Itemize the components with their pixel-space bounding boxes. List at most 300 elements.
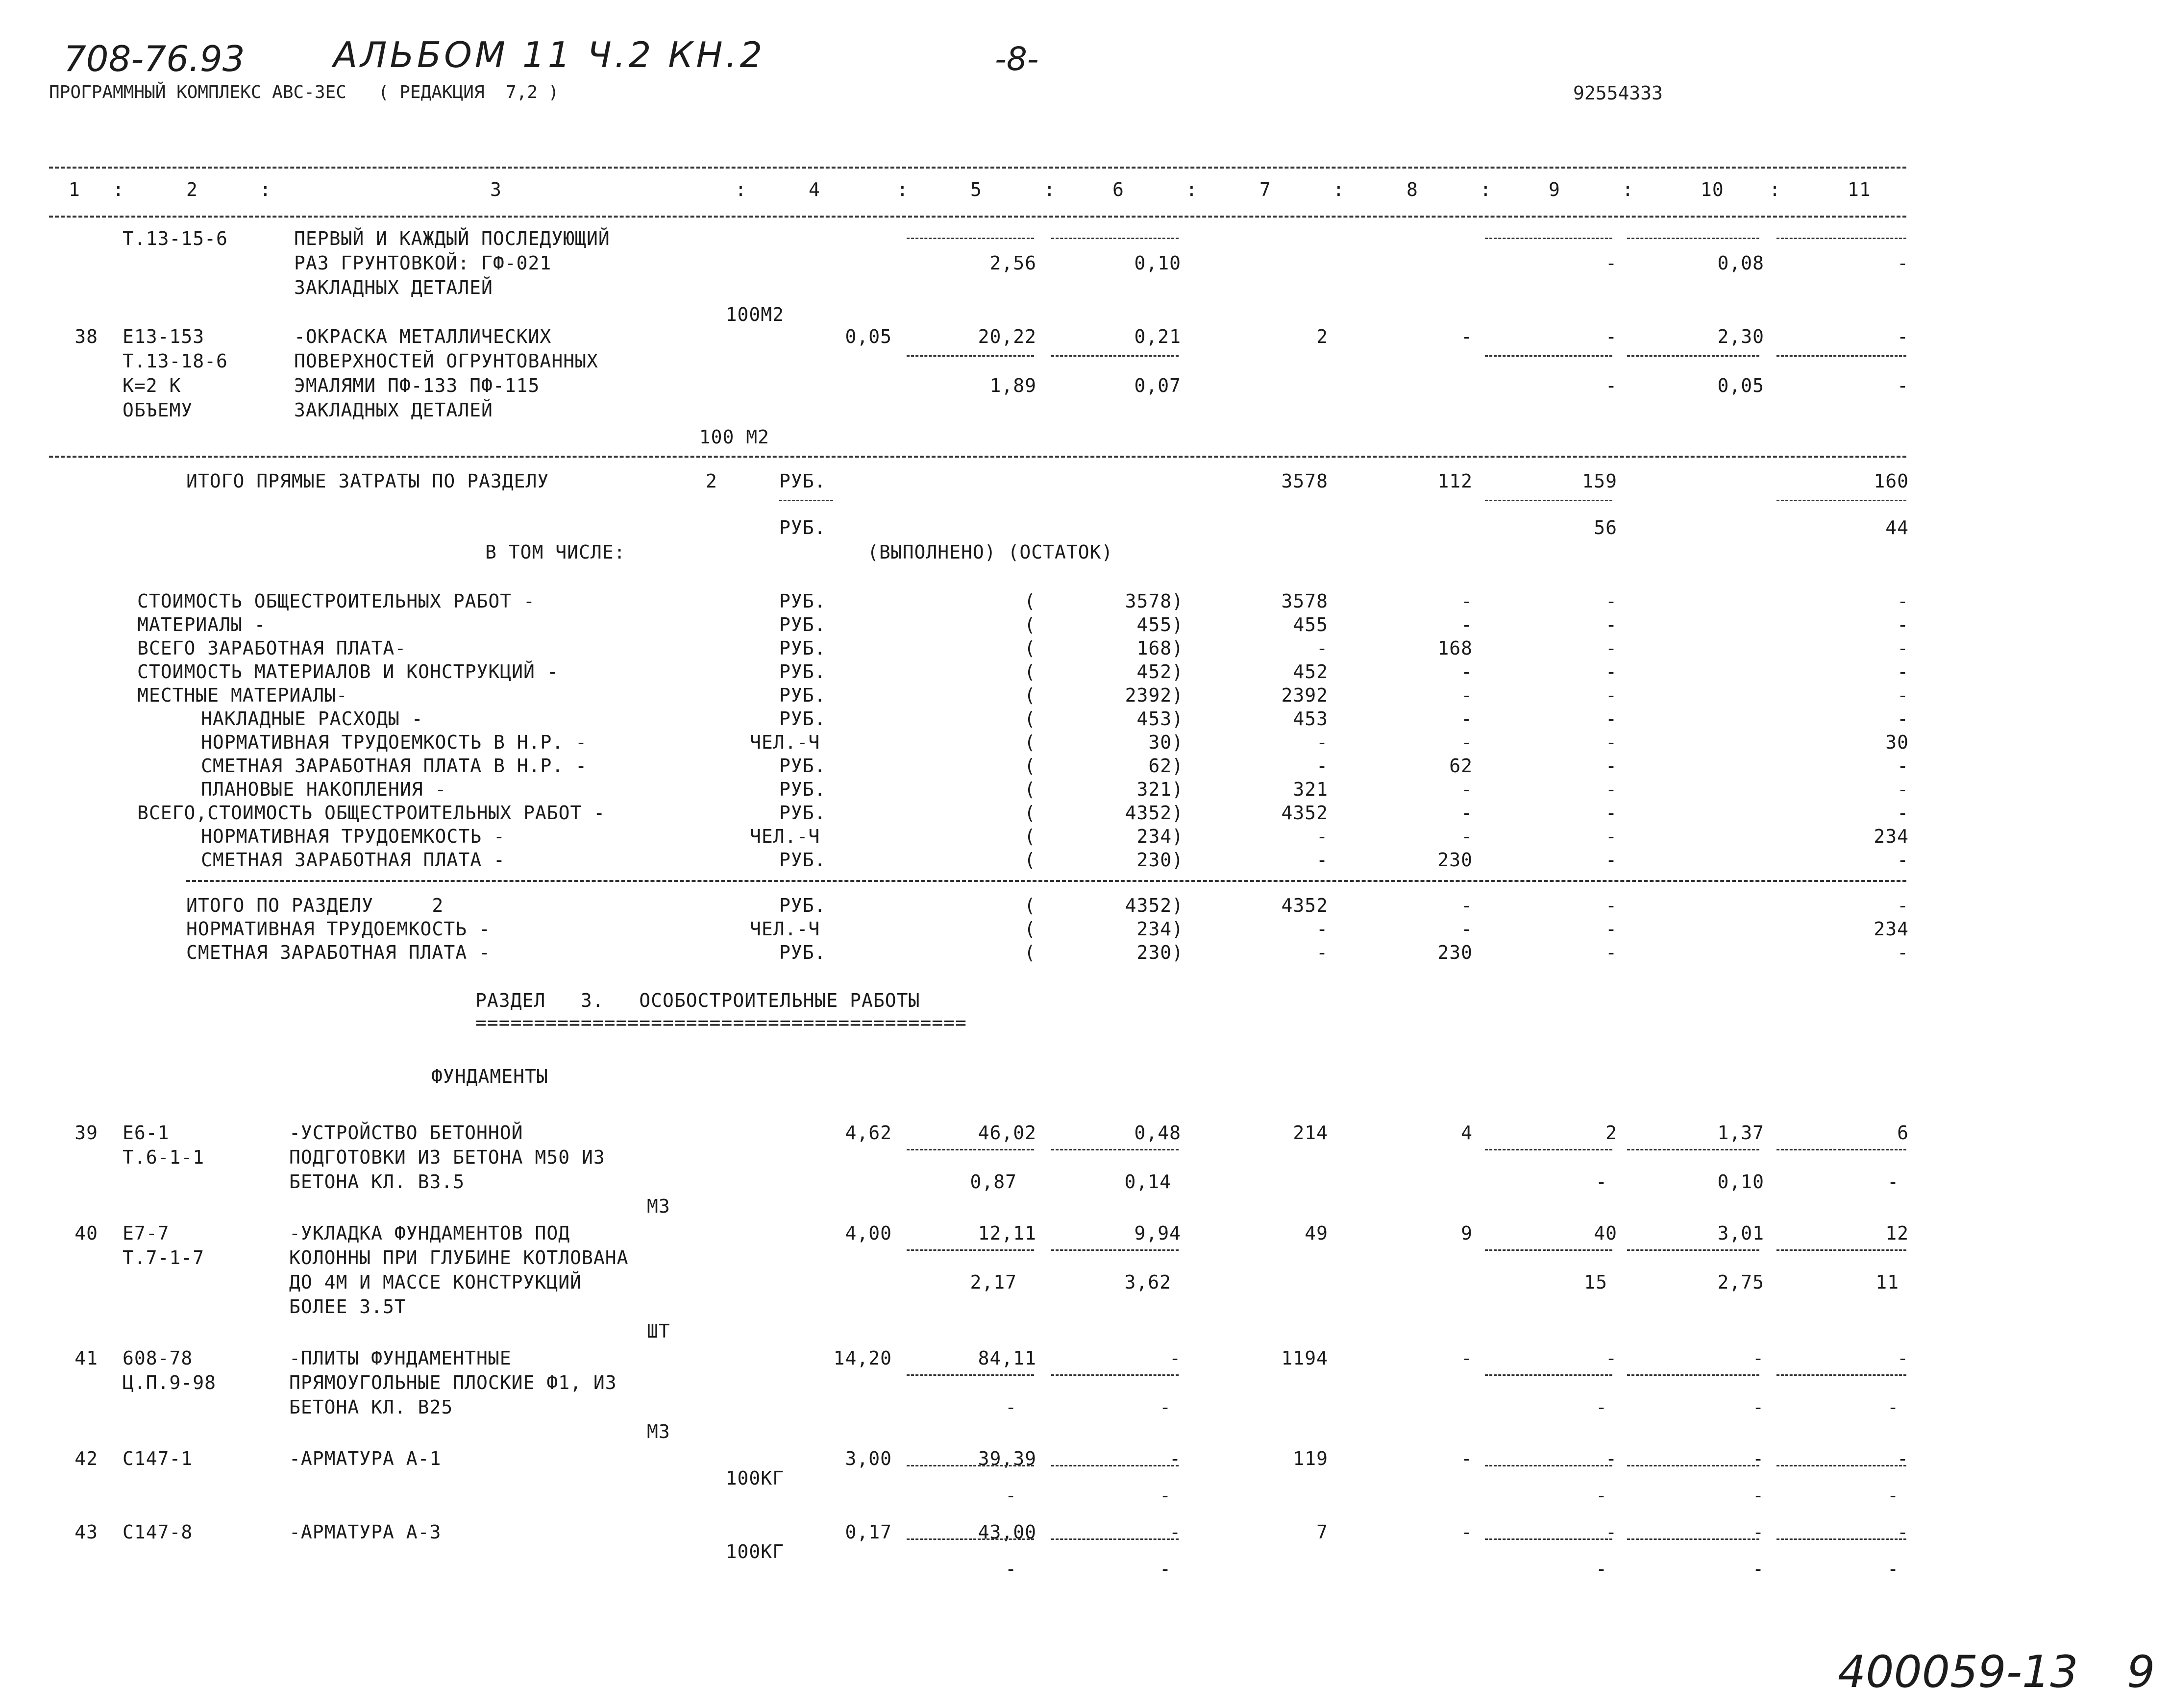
breakdown-c9: - — [1605, 661, 1617, 683]
breakdown-unit: ЧЕЛ.-Ч — [750, 732, 820, 753]
breakdown-c9: - — [1605, 637, 1617, 659]
breakdown-c7: 4352 — [1281, 802, 1328, 824]
item-description: -ОКРАСКА МЕТАЛЛИЧЕСКИХ — [294, 326, 552, 347]
unit-value: 0,10 — [1717, 1171, 1764, 1193]
item-description: ПОВЕРХНОСТЕЙ ОГРУНТОВАННЫХ — [294, 350, 598, 372]
breakdown-c8: - — [1461, 826, 1473, 847]
breakdown-c9: - — [1605, 684, 1617, 706]
cell-c6: - — [1169, 1347, 1181, 1369]
album-label: АЛЬБОМ 11 Ч.2 КН.2 — [333, 34, 765, 75]
cell-c10: 1,37 — [1717, 1122, 1764, 1144]
breakdown-label: СТОИМОСТЬ ОБЩЕСТРОИТЕЛЬНЫХ РАБОТ - — [137, 590, 535, 612]
breakdown-paren-open: ( — [1024, 826, 1036, 847]
column-separator: : — [897, 179, 909, 200]
column-separator: : — [1044, 179, 1056, 200]
subrow-rule — [1051, 1374, 1179, 1376]
breakdown-value: 234) — [1136, 826, 1184, 847]
breakdown-paren-open: ( — [1024, 802, 1036, 824]
cell-c6: 0,21 — [1134, 326, 1181, 347]
item-description: ЭМАЛЯМИ ПФ-133 ПФ-115 — [294, 375, 540, 396]
subrow-rule — [1776, 1249, 1906, 1251]
item-unit: 100 М2 — [699, 426, 769, 448]
item-description: КОЛОННЫ ПРИ ГЛУБИНЕ КОТЛОВАНА — [289, 1247, 629, 1269]
subrow-rule — [1776, 1538, 1906, 1540]
breakdown-c11: 234 — [1874, 826, 1909, 847]
totals-label: ИТОГО ПРЯМЫЕ ЗАТРАТЫ ПО РАЗДЕЛУ — [186, 470, 549, 492]
unit-value: - — [1752, 1396, 1764, 1418]
subrow-rule — [1485, 1249, 1612, 1251]
document-number: 92554333 — [1573, 82, 1663, 104]
cell-c9: - — [1605, 1448, 1617, 1469]
cell-c4: 4,62 — [845, 1122, 892, 1144]
item-unit: М3 — [647, 1196, 670, 1217]
breakdown-c11: 30 — [1885, 732, 1909, 753]
breakdown-c9: - — [1605, 755, 1617, 777]
breakdown-label: ВСЕГО ЗАРАБОТНАЯ ПЛАТА- — [137, 637, 407, 659]
breakdown-c11: - — [1897, 802, 1909, 824]
breakdown-c7: - — [1316, 826, 1328, 847]
cell-c9: - — [1605, 1347, 1617, 1369]
section-total-c9: - — [1605, 918, 1617, 940]
breakdown-unit: ЧЕЛ.-Ч — [750, 826, 820, 847]
breakdown-unit: РУБ. — [779, 849, 826, 871]
breakdown-paren-open: ( — [1024, 637, 1036, 659]
breakdown-c8: - — [1461, 779, 1473, 800]
unit-value: - — [1005, 1558, 1017, 1580]
item-code: Е7-7 — [123, 1222, 170, 1244]
subrow-rule — [1627, 1465, 1759, 1466]
breakdown-label: СТОИМОСТЬ МАТЕРИАЛОВ И КОНСТРУКЦИЙ - — [137, 661, 559, 683]
item-description: ЗАКЛАДНЫХ ДЕТАЛЕЙ — [294, 399, 493, 421]
subrow-rule — [907, 1465, 1034, 1466]
item-number: 38 — [74, 326, 98, 347]
item-description: ПОДГОТОВКИ ИЗ БЕТОНА М50 ИЗ — [289, 1147, 605, 1168]
totals-section: 2 — [706, 470, 717, 492]
breakdown-c11: - — [1897, 779, 1909, 800]
section-total-label: ИТОГО ПО РАЗДЕЛУ 2 — [186, 895, 444, 916]
item-code: С147-1 — [123, 1448, 193, 1469]
cell-c6: - — [1169, 1448, 1181, 1469]
cell-c4: 0,17 — [845, 1521, 892, 1543]
subrow-rule — [1776, 238, 1906, 239]
unit-value: - — [1596, 1171, 1607, 1193]
subrow-rule — [1051, 238, 1179, 239]
breakdown-paren-open: ( — [1024, 708, 1036, 730]
item-description: БЕТОНА КЛ. В25 — [289, 1396, 453, 1418]
breakdown-c7: - — [1316, 849, 1328, 871]
cell-c11: 6 — [1897, 1122, 1909, 1144]
subrow-rule — [1627, 238, 1759, 239]
breakdown-label: НАКЛАДНЫЕ РАСХОДЫ - — [201, 708, 423, 730]
page-number: -8- — [995, 40, 1039, 78]
breakdown-c7: 2392 — [1281, 684, 1328, 706]
unit-value: - — [1752, 1558, 1764, 1580]
breakdown-c9: - — [1605, 802, 1617, 824]
cell-c6: 9,94 — [1134, 1222, 1181, 1244]
cell-c10: 2,30 — [1717, 326, 1764, 347]
section3-subtitle: ФУНДАМЕНТЫ — [431, 1066, 548, 1087]
cell-c4: 3,00 — [845, 1448, 892, 1469]
breakdown-label: СМЕТНАЯ ЗАРАБОТНАЯ ПЛАТА - — [201, 849, 505, 871]
header-top-rule — [49, 167, 1906, 169]
breakdown-unit: РУБ. — [779, 614, 826, 635]
item-code: Т.13-15-6 — [123, 228, 228, 249]
breakdown-unit: РУБ. — [779, 661, 826, 683]
column-separator: : — [113, 179, 124, 200]
cell-c11: - — [1897, 1448, 1909, 1469]
subrow-rule — [907, 1538, 1034, 1540]
cell-c9: - — [1605, 326, 1617, 347]
column-header-10: 10 — [1701, 179, 1724, 200]
breakdown-paren-open: ( — [1024, 684, 1036, 706]
subrow-rule — [907, 1249, 1034, 1251]
breakdown-c9: - — [1605, 849, 1617, 871]
breakdown-c11: - — [1897, 755, 1909, 777]
item-number: 39 — [74, 1122, 98, 1144]
unit-value: 2,75 — [1717, 1271, 1764, 1293]
section-total-paren: ( — [1024, 895, 1036, 916]
breakdown-c9: - — [1605, 826, 1617, 847]
breakdown-label: МЕСТНЫЕ МАТЕРИАЛЫ- — [137, 684, 348, 706]
column-header-4: 4 — [809, 179, 820, 200]
breakdown-c8: - — [1461, 614, 1473, 635]
section-total-c8: - — [1461, 918, 1473, 940]
breakdown-c11: - — [1897, 661, 1909, 683]
breakdown-label: МАТЕРИАЛЫ - — [137, 614, 266, 635]
totals-done-rest: (ВЫПОЛНЕНО) (ОСТАТОК) — [867, 541, 1113, 563]
breakdown-paren-open: ( — [1024, 755, 1036, 777]
column-separator: : — [1622, 179, 1634, 200]
column-separator: : — [1186, 179, 1198, 200]
breakdown-c8: - — [1461, 661, 1473, 683]
unit-value: - — [1160, 1485, 1171, 1506]
unit-value: - — [1897, 375, 1909, 396]
cell-c8: - — [1461, 1521, 1473, 1543]
item-description: ПЕРВЫЙ И КАЖДЫЙ ПОСЛЕДУЮЩИЙ — [294, 228, 610, 249]
cell-c11: - — [1897, 1521, 1909, 1543]
cell-c11: 12 — [1885, 1222, 1909, 1244]
section-total-unit: РУБ. — [779, 895, 826, 916]
column-header-2: 2 — [186, 179, 198, 200]
item-number: 40 — [74, 1222, 98, 1244]
section-total-label: НОРМАТИВНАЯ ТРУДОЕМКОСТЬ - — [186, 918, 491, 940]
section-total-c11: - — [1897, 942, 1909, 963]
section-total-unit: РУБ. — [779, 942, 826, 963]
item-description: -АРМАТУРА А-3 — [289, 1521, 442, 1543]
section-total-paren: ( — [1024, 918, 1036, 940]
subrow-rule — [1627, 1149, 1759, 1150]
breakdown-c8: 62 — [1449, 755, 1473, 777]
totals-c11b: 44 — [1885, 517, 1909, 538]
item-description: РАЗ ГРУНТОВКОЙ: ГФ-021 — [294, 252, 552, 274]
breakdown-value: 3578) — [1125, 590, 1184, 612]
item-number: 42 — [74, 1448, 98, 1469]
subrow-rule — [1776, 355, 1906, 357]
unit-value: - — [1897, 252, 1909, 274]
subrow-rule — [907, 1149, 1034, 1150]
breakdown-unit: РУБ. — [779, 590, 826, 612]
unit-value: 0,14 — [1124, 1171, 1171, 1193]
section-total-c9: - — [1605, 942, 1617, 963]
subrow-rule — [1485, 1149, 1612, 1150]
section-total-c8: - — [1461, 895, 1473, 916]
breakdown-c11: - — [1897, 708, 1909, 730]
section-total-value: 4352) — [1125, 895, 1184, 916]
breakdown-label: НОРМАТИВНАЯ ТРУДОЕМКОСТЬ В Н.Р. - — [201, 732, 587, 753]
breakdown-c11: - — [1897, 614, 1909, 635]
item-unit: 100КГ — [725, 1541, 784, 1562]
cell-c5: 39,39 — [978, 1448, 1036, 1469]
section-total-c11: - — [1897, 895, 1909, 916]
item-code: Е6-1 — [123, 1122, 170, 1144]
item-description: БЕТОНА КЛ. В3.5 — [289, 1171, 465, 1193]
unit-value: - — [1005, 1485, 1017, 1506]
unit-value: - — [1887, 1171, 1899, 1193]
unit-value: - — [1596, 1485, 1607, 1506]
breakdown-c9: - — [1605, 732, 1617, 753]
breakdown-label: СМЕТНАЯ ЗАРАБОТНАЯ ПЛАТА В Н.Р. - — [201, 755, 587, 777]
document-code: 708-76.93 — [64, 38, 245, 79]
column-separator: : — [1480, 179, 1492, 200]
cell-c10: - — [1752, 1521, 1764, 1543]
section-total-unit: ЧЕЛ.-Ч — [750, 918, 820, 940]
section-total-paren: ( — [1024, 942, 1036, 963]
item-description: ПРЯМОУГОЛЬНЫЕ ПЛОСКИЕ Ф1, ИЗ — [289, 1372, 617, 1393]
column-separator: : — [260, 179, 271, 200]
subrow-rule — [1776, 1465, 1906, 1466]
cell-c5: 84,11 — [978, 1347, 1036, 1369]
item-unit: ШТ — [647, 1320, 670, 1342]
totals-subrule — [779, 500, 833, 501]
column-header-11: 11 — [1848, 179, 1871, 200]
breakdown-unit: РУБ. — [779, 637, 826, 659]
cell-c5: 12,11 — [978, 1222, 1036, 1244]
breakdown-value: 455) — [1136, 614, 1184, 635]
column-header-3: 3 — [490, 179, 502, 200]
breakdown-c11: - — [1897, 590, 1909, 612]
unit-value: - — [1596, 1396, 1607, 1418]
column-header-9: 9 — [1549, 179, 1560, 200]
item-number: 41 — [74, 1347, 98, 1369]
unit-value: - — [1752, 1485, 1764, 1506]
breakdown-value: 30) — [1148, 732, 1184, 753]
cell-c10: - — [1752, 1347, 1764, 1369]
subrow-rule — [1485, 355, 1612, 357]
subrow-rule — [1485, 1465, 1612, 1466]
column-separator: : — [1769, 179, 1781, 200]
section-total-label: СМЕТНАЯ ЗАРАБОТНАЯ ПЛАТА - — [186, 942, 491, 963]
breakdown-value: 230) — [1136, 849, 1184, 871]
unit-value: - — [1160, 1558, 1171, 1580]
cell-c6: 0,48 — [1134, 1122, 1181, 1144]
breakdown-c11: - — [1897, 637, 1909, 659]
unit-value: - — [1160, 1396, 1171, 1418]
subrow-rule — [1485, 238, 1612, 239]
subrow-rule — [1627, 1374, 1759, 1376]
item-code: Ц.П.9-98 — [123, 1372, 217, 1393]
unit-value: 11 — [1875, 1271, 1899, 1293]
unit-value: - — [1005, 1396, 1017, 1418]
breakdown-c9: - — [1605, 590, 1617, 612]
breakdown-c8: - — [1461, 732, 1473, 753]
breakdown-c9: - — [1605, 779, 1617, 800]
item-description: БОЛЕЕ 3.5Т — [289, 1296, 406, 1318]
cell-c9: 2 — [1605, 1122, 1617, 1144]
breakdown-label: ВСЕГО,СТОИМОСТЬ ОБЩЕСТРОИТЕЛЬНЫХ РАБОТ - — [137, 802, 606, 824]
breakdown-c11: - — [1897, 849, 1909, 871]
breakdown-c11: - — [1897, 684, 1909, 706]
breakdown-unit: РУБ. — [779, 755, 826, 777]
breakdown-value: 321) — [1136, 779, 1184, 800]
cell-c5: 43,00 — [978, 1521, 1036, 1543]
breakdown-c7: 452 — [1293, 661, 1328, 683]
subrow-rule — [1485, 1374, 1612, 1376]
subrow-rule — [1627, 1249, 1759, 1251]
subrow-rule — [1051, 1249, 1179, 1251]
cell-c8: 9 — [1461, 1222, 1473, 1244]
breakdown-unit: РУБ. — [779, 684, 826, 706]
totals-c8: 112 — [1437, 470, 1473, 492]
section-total-c7: 4352 — [1281, 895, 1328, 916]
cell-c5: 46,02 — [978, 1122, 1036, 1144]
column-header-1: 1 — [69, 179, 80, 200]
unit-value: - — [1887, 1396, 1899, 1418]
item-description: ЗАКЛАДНЫХ ДЕТАЛЕЙ — [294, 277, 493, 298]
breakdown-c7: 453 — [1293, 708, 1328, 730]
cell-c7: 49 — [1305, 1222, 1328, 1244]
breakdown-label: ПЛАНОВЫЕ НАКОПЛЕНИЯ - — [201, 779, 447, 800]
unit-value: 0,07 — [1134, 375, 1181, 396]
cell-c6: - — [1169, 1521, 1181, 1543]
item-code: ОБЪЕМУ — [123, 399, 193, 421]
subrow-rule — [907, 355, 1034, 357]
cell-c4: 0,05 — [845, 326, 892, 347]
totals-c9b: 56 — [1594, 517, 1617, 538]
column-header-8: 8 — [1406, 179, 1418, 200]
unit-value: 0,08 — [1717, 252, 1764, 274]
sheet-number: 9 — [2127, 1646, 2155, 1698]
item-code: Т.6-1-1 — [123, 1147, 205, 1168]
section-total-c7: - — [1316, 942, 1328, 963]
cell-c5: 20,22 — [978, 326, 1036, 347]
subrow-rule — [907, 1374, 1034, 1376]
subrow-rule — [907, 238, 1034, 239]
breakdown-c7: - — [1316, 755, 1328, 777]
breakdown-c9: - — [1605, 708, 1617, 730]
column-header-5: 5 — [970, 179, 982, 200]
item-code: 608-78 — [123, 1347, 193, 1369]
item-code: К=2 К — [123, 375, 181, 396]
cell-c9: 40 — [1594, 1222, 1617, 1244]
breakdown-paren-open: ( — [1024, 661, 1036, 683]
breakdown-c8: 230 — [1437, 849, 1473, 871]
breakdown-c7: 321 — [1293, 779, 1328, 800]
totals-subrule — [1776, 500, 1906, 501]
column-header-7: 7 — [1259, 179, 1271, 200]
item-code: С147-8 — [123, 1521, 193, 1543]
breakdown-end-rule — [186, 880, 1906, 882]
item-unit: 100М2 — [725, 304, 784, 325]
unit-value: - — [1887, 1485, 1899, 1506]
breakdown-unit: РУБ. — [779, 802, 826, 824]
item-description: -УСТРОЙСТВО БЕТОННОЙ — [289, 1122, 523, 1144]
subrow-rule — [1051, 355, 1179, 357]
breakdown-paren-open: ( — [1024, 614, 1036, 635]
breakdown-unit: РУБ. — [779, 779, 826, 800]
totals-subrule — [1485, 500, 1612, 501]
breakdown-c8: 168 — [1437, 637, 1473, 659]
totals-c11: 160 — [1874, 470, 1909, 492]
cell-c7: 214 — [1293, 1122, 1328, 1144]
subrow-rule — [1776, 1149, 1906, 1150]
cell-c9: - — [1605, 1521, 1617, 1543]
unit-value: 1,89 — [989, 375, 1036, 396]
cell-c8: - — [1461, 1347, 1473, 1369]
cell-c7: 2 — [1316, 326, 1328, 347]
section-total-value: 234) — [1136, 918, 1184, 940]
item-description: -УКЛАДКА ФУНДАМЕНТОВ ПОД — [289, 1222, 570, 1244]
unit-value: - — [1887, 1558, 1899, 1580]
section-total-c7: - — [1316, 918, 1328, 940]
cell-c8: 4 — [1461, 1122, 1473, 1144]
cell-c8: - — [1461, 1448, 1473, 1469]
column-header-6: 6 — [1112, 179, 1124, 200]
breakdown-c8: - — [1461, 708, 1473, 730]
breakdown-label: НОРМАТИВНАЯ ТРУДОЕМКОСТЬ - — [201, 826, 505, 847]
breakdown-value: 168) — [1136, 637, 1184, 659]
item-number: 43 — [74, 1521, 98, 1543]
totals-c7: 3578 — [1281, 470, 1328, 492]
cell-c11: - — [1897, 326, 1909, 347]
breakdown-c8: - — [1461, 684, 1473, 706]
totals-c9: 159 — [1582, 470, 1617, 492]
subrow-rule — [1776, 1374, 1906, 1376]
unit-value: - — [1605, 252, 1617, 274]
unit-value: 0,05 — [1717, 375, 1764, 396]
item-description: -ПЛИТЫ ФУНДАМЕНТНЫЕ — [289, 1347, 512, 1369]
breakdown-c7: - — [1316, 732, 1328, 753]
unit-value: - — [1605, 375, 1617, 396]
breakdown-paren-open: ( — [1024, 849, 1036, 871]
subrow-rule — [1627, 1538, 1759, 1540]
cell-c7: 1194 — [1281, 1347, 1328, 1369]
breakdown-paren-open: ( — [1024, 590, 1036, 612]
unit-value: 0,87 — [970, 1171, 1017, 1193]
header-bottom-rule — [49, 216, 1906, 218]
unit-value: 0,10 — [1134, 252, 1181, 274]
unit-value: 2,17 — [970, 1271, 1017, 1293]
section-total-value: 230) — [1136, 942, 1184, 963]
breakdown-c7: 3578 — [1281, 590, 1328, 612]
totals-unit: РУБ. — [779, 470, 826, 492]
section3-underline: ========================================== — [475, 1012, 967, 1033]
cell-c10: 3,01 — [1717, 1222, 1764, 1244]
section3-title: РАЗДЕЛ 3. ОСОБОСТРОИТЕЛЬНЫЕ РАБОТЫ — [475, 990, 920, 1011]
item-description: ДО 4М И МАССЕ КОНСТРУКЦИЙ — [289, 1271, 582, 1293]
breakdown-paren-open: ( — [1024, 779, 1036, 800]
column-separator: : — [1333, 179, 1345, 200]
item-code: Т.13-18-6 — [123, 350, 228, 372]
subrow-rule — [1051, 1149, 1179, 1150]
item-code: Е13-153 — [123, 326, 205, 347]
cell-c7: 119 — [1293, 1448, 1328, 1469]
subrow-rule — [1051, 1538, 1179, 1540]
breakdown-c8: - — [1461, 802, 1473, 824]
item-code: Т.7-1-7 — [123, 1247, 205, 1269]
breakdown-value: 2392) — [1125, 684, 1184, 706]
unit-value: 15 — [1584, 1271, 1607, 1293]
cell-c7: 7 — [1316, 1521, 1328, 1543]
